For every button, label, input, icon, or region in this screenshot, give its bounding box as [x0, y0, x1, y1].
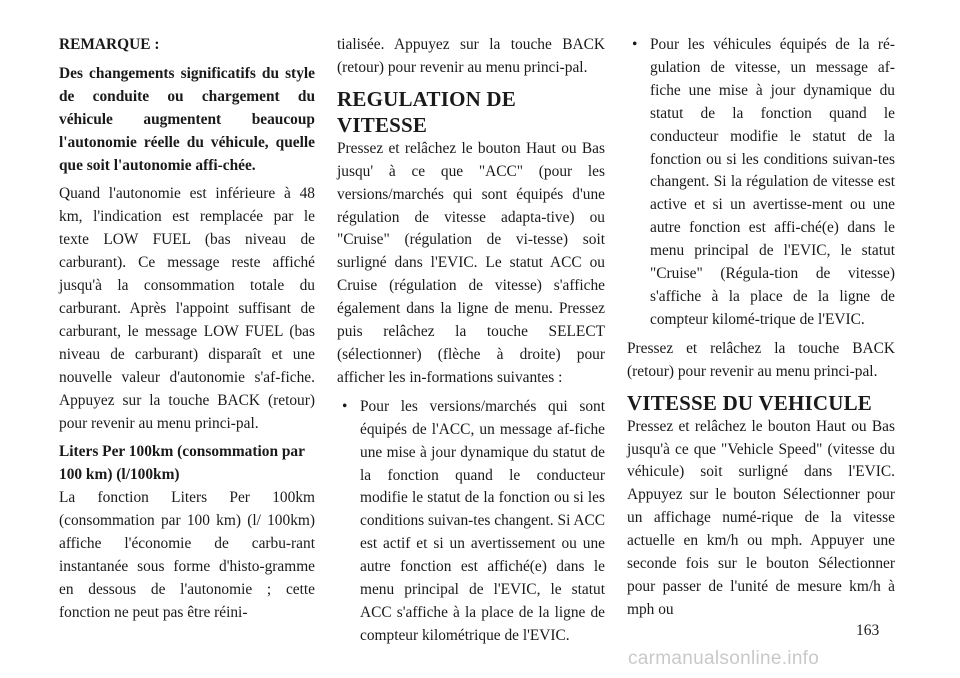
page-number: 163: [856, 622, 880, 639]
watermark: carmanualsonline.info: [628, 648, 820, 669]
back-paragraph: Pressez et relâchez la touche BACK (retour) pour revenir au menu princi-pal.: [627, 339, 895, 380]
vehicle-speed-paragraph: Pressez et relâchez le bouton Haut ou Bas jusqu'à ce que "Vehicle Speed" (vitesse du véhicule) soit surligné dans l'EVIC. Appuyez sur le bouton Sélectionner pour un affichage numé-rique de la vitesse actuelle en km/h ou mph. Appuyer une seconde fois sur le bouton Sélectionner pour passer de l'unité de mesure km/h à mph ou: [627, 417, 895, 618]
section-heading-regulation-de-vitesse: REGULATION DE VITESSE: [337, 86, 516, 137]
liters-per-100km-heading: Liters Per 100km (consommation par 100 km) (l/100km): [59, 443, 305, 484]
regulation-paragraph: Pressez et relâchez le bouton Haut ou Bas jusqu' à ce que "ACC" (pour les versions/marchés qui sont équipés d'une régulation de vitesse adapta-tive) ou "Cruise" (régulation de vi-tesse) soit surligné dans l'EVIC. Le statut ACC ou Cruise (régulation de vitesse) s'affiche également dans la ligne de menu. Pressez puis relâchez la touche SELECT (sélectionner) (flèche à droite) pour afficher les in-formations suivantes :: [337, 139, 605, 386]
bullet-list: [337, 396, 605, 648]
continued-paragraph: tialisée. Appuyez sur la touche BACK (retour) pour revenir au menu princi-pal.: [337, 36, 605, 76]
low-fuel-paragraph: Quand l'autonomie est inférieure à 48 km, l'indication est remplacée par le texte LOW FUEL (bas niveau de carburant). Ce message reste affiché jusqu'à la consommation totale du carburant. Après l'appoint suffisant de carburant, le message LOW FUEL (bas niveau de carburant) disparaît et une nouvelle valeur d'autonomie s'af-fiche. Appuyez sur la touche BACK (retour) pour revenir au menu princi-pal.: [59, 185, 315, 432]
list-item: • Pour les véhicules équipés de la ré-gulation de vitesse, un message af-fiche une mise à jour dynamique du statut de la fonction quand le conducteur modifie le statut de la fonction ou si les conditions suivan-tes changent. Si la régulation de vitesse est active et si un avertisse-ment ou une autre fonction est affi-ché(e) dans le menu principal de l'EVIC, le statut "Cruise" (Régula-tion de vitesse) s'affiche à la place de la ligne de compteur kilomé-trique de l'EVIC.: [627, 34, 895, 332]
section-heading-vitesse-du-vehicule: VITESSE DU VEHICULE: [627, 390, 872, 415]
bullet-list: [627, 34, 895, 332]
column-left: [59, 34, 315, 631]
list-item: • Pour les versions/marchés qui sont équipés de l'ACC, un message af-fiche une mise à jour dynamique du statut de la fonction quand le conducteur modifie le statut de la fonction ou si les conditions suivan-tes changent. Si ACC est actif et si un avertissement ou une autre fonction est affiché(e) dans le menu principal de l'EVIC, le statut ACC s'affiche à la place de la ligne de compteur kilométrique de l'EVIC.: [337, 396, 605, 648]
column-right: [627, 34, 895, 628]
remarque-label: REMARQUE :: [59, 36, 160, 53]
liters-per-100km-paragraph: La fonction Liters Per 100km (consommation par 100 km) (l/ 100km) affiche l'économie de carbu-rant instantanée sous forme d'histo-gramme en dessous de l'autonomie ; cette fonction ne peut pas être réini-: [59, 489, 315, 621]
column-middle: [337, 34, 605, 654]
remarque-text: Des changements significatifs du style de conduite ou chargement du véhicule augmentent beaucoup l'autonomie réelle du véhicule, quelle que soit l'autonomie affi-chée.: [59, 64, 315, 174]
